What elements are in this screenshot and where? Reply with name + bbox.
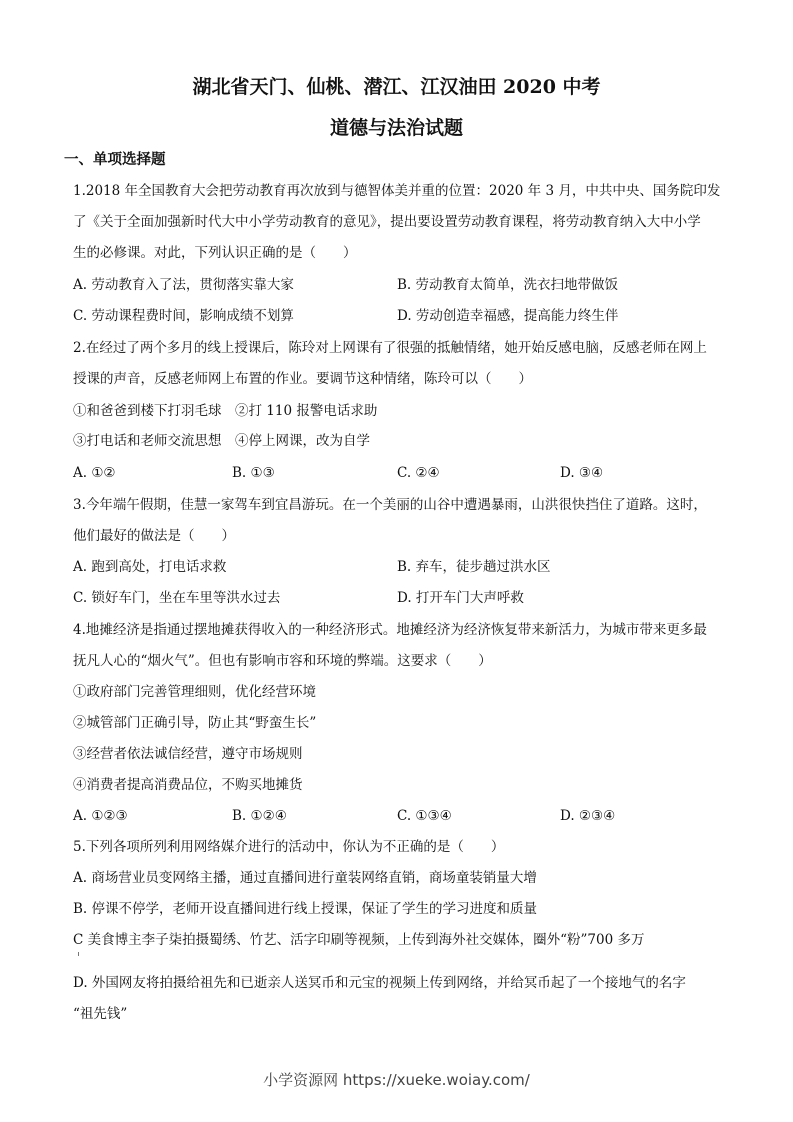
q3-option-b: B. 弃车，徒步趟过洪水区 [397, 559, 551, 575]
section-heading: 一、单项选择题 [64, 151, 166, 168]
q5-option-c: C 美食博主李子柒拍摄蜀绣、竹艺、活字印刷等视频，上传到海外社交媒体，圈外“粉”700 多万 [73, 932, 645, 948]
q1-stem-line: 了《关于全面加强新时代大中小学劳动教育的意见》，提出要设置劳动教育课程，将劳动教育纳入大中小学 [73, 214, 701, 230]
q5-option-d-cont: “祖先钱” [73, 1006, 128, 1022]
q4-option-a: A. ①②③ [73, 808, 128, 824]
q4-option-c: C. ①③④ [397, 808, 452, 824]
q3-stem-line: 他们最好的做法是（ ） [73, 528, 235, 544]
q3-option-a: A. 跑到高处，打电话求救 [73, 559, 227, 575]
q1-option-c: C. 劳动课程费时间，影响成绩不划算 [73, 308, 294, 324]
q1-option-a: A. 劳动教育入了法，贯彻落实靠大家 [73, 277, 294, 293]
footer-watermark: 小学资源网 https://xueke.woiay.com/ [263, 1071, 530, 1089]
q4-option-d: D. ②③④ [560, 808, 616, 824]
q2-option-a: A. ①② [73, 465, 116, 481]
q1-option-b: B. 劳动教育太简单，洗衣扫地带做饭 [397, 277, 619, 293]
q4-option-b: B. ①②④ [232, 808, 287, 824]
q2-option-d: D. ③④ [560, 465, 604, 481]
q3-stem-line: 3.今年端午假期，佳慧一家驾车到宜昌游玩。在一个美丽的山谷中遭遇暴雨，山洪很快挡住了道路。这时， [73, 497, 707, 513]
q4-item: ②城管部门正确引导，防止其“野蛮生长” [73, 715, 317, 731]
q4-item: ①政府部门完善管理细则，优化经营环境 [73, 684, 316, 700]
q3-option-d: D. 打开车门大声呼救 [397, 590, 524, 606]
q2-item: ③打电话和老师交流思想 ④停上网课，改为自学 [73, 433, 370, 449]
q4-stem-line: 抚凡人心的“烟火气”。但也有影响市容和环境的弊端。这要求（ ） [73, 653, 492, 669]
q2-stem-line: 2.在经过了两个多月的线上授课后，陈玲对上网课有了很强的抵触情绪，她开始反感电脑，反感老师在网上 [73, 340, 707, 356]
q2-item: ①和爸爸到楼下打羽毛球 ②打 110 报警电话求助 [73, 403, 378, 419]
q5-option-b: B. 停课不停学，老师开设直播间进行线上授课，保证了学生的学习进度和质量 [73, 901, 538, 917]
q3-option-c: C. 锁好车门，坐在车里等洪水过去 [73, 590, 281, 606]
q5-stem: 5.下列各项所列利用网络媒介进行的活动中，你认为不正确的是（ ） [73, 839, 505, 855]
q5-option-d: D. 外国网友将拍摄给祖先和已逝亲人送冥币和元宝的视频上传到网络，并给冥币起了一个接地气的名字 [73, 975, 686, 991]
q1-stem-line: 生的必修课。对此，下列认识正确的是（ ） [73, 245, 357, 261]
stray-mark [78, 952, 79, 956]
q4-item: ③经营者依法诚信经营，遵守市场规则 [73, 746, 303, 762]
q4-item: ④消费者提高消费品位，不购买地摊货 [73, 777, 303, 793]
exam-title: 湖北省天门、仙桃、潜江、江汉油田 2020 中考 [192, 76, 601, 98]
exam-subtitle: 道德与法治试题 [329, 117, 463, 139]
q2-stem-line: 授课的声音，反感老师网上布置的作业。要调节这种情绪，陈玲可以（ ） [73, 371, 532, 387]
q2-option-c: C. ②④ [397, 465, 440, 481]
q1-stem-line: 1.2018 年全国教育大会把劳动教育再次放到与德智体美并重的位置：2020 年 3 月，中共中央、国务院印发 [73, 183, 721, 199]
q2-option-b: B. ①③ [232, 465, 275, 481]
q1-option-d: D. 劳动创造幸福感，提高能力终生伴 [397, 308, 619, 324]
q5-option-a: A. 商场营业员变网络主播，通过直播间进行童装网络直销，商场童装销量大增 [73, 870, 537, 886]
q4-stem-line: 4.地摊经济是指通过摆地摊获得收入的一种经济形式。地摊经济为经济恢复带来新活力，为城市带来更多最 [73, 622, 707, 638]
